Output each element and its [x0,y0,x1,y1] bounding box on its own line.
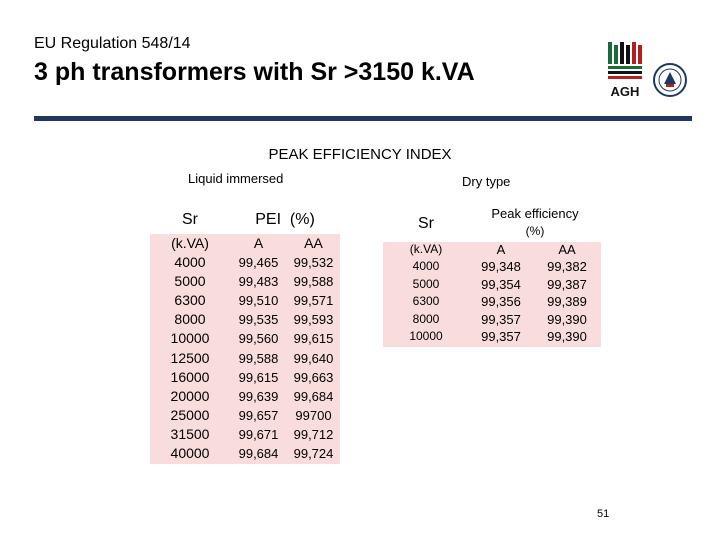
table-cell-a: 99,657 [238,407,279,423]
table-cell-aa: 99,390 [547,329,587,344]
table-cell-a: 99,465 [238,255,279,270]
table-cell-sr: 31500 [170,425,210,442]
dry-sub-a: A [496,242,506,257]
liquid-caption: Liquid immersed [188,171,284,186]
table-cell-aa: 99,532 [293,255,334,270]
table-cell-aa: 99,387 [547,276,587,292]
slide-subtitle: EU Regulation 548/14 [34,35,191,52]
table-cell-sr: 25000 [170,406,210,423]
table-cell-sr: 4000 [412,259,440,273]
slide-title: 3 ph transformers with Sr >3150 k.VA [34,58,475,86]
title-rule [34,116,692,121]
table-cell-a: 99,588 [238,350,279,366]
table-cell-a: 99,348 [481,259,521,274]
table-cell-a: 99,615 [238,369,279,385]
table-cell-a: 99,357 [481,329,521,344]
table-cell-a: 99,560 [238,331,279,347]
table-cell-a: 99,510 [238,293,279,309]
table-cell-a: 99,535 [238,312,279,328]
liquid-header-sr: Sr [182,211,198,228]
table-cell-aa: 99,571 [293,293,334,309]
agh-logo-icon [608,42,642,99]
table-cell-aa: 99,382 [547,259,587,274]
table-cell-aa: 99,390 [547,311,587,327]
table-cell-sr: 20000 [170,387,210,404]
table-cell-aa: 99,389 [547,294,587,309]
seal-icon [654,64,686,96]
liquid-header-pei: PEI (%) [255,211,315,228]
dry-header-pe: Peak efficiency [491,206,579,221]
liquid-sub-a: A [253,235,264,251]
table-cell-aa: 99,593 [293,312,334,328]
logo-text: AGH [610,84,640,99]
table-cell-sr: 4000 [174,254,206,270]
dry-header-sr: Sr [418,215,434,232]
university-logos [604,40,690,106]
liquid-table [150,204,340,464]
table-cell-a: 99,671 [238,426,279,442]
section-title: PEAK EFFICIENCY INDEX [268,146,452,163]
table-cell-aa: 99,684 [293,388,334,404]
table-cell-sr: 16000 [170,368,210,385]
table-cell-a: 99,483 [238,274,279,290]
liquid-sub-aa: AA [304,235,323,251]
table-cell-sr: 8000 [174,311,206,328]
table-cell-a: 99,354 [481,276,521,292]
table-cell-aa: 99,724 [293,446,334,461]
dry-caption: Dry type [462,174,511,189]
table-cell-aa: 99,588 [293,274,334,290]
dry-header-pe-unit: (%) [525,224,545,238]
table-cell-sr: 8000 [412,311,440,326]
table-cell-sr: 5000 [412,276,440,291]
table-cell-a: 99,684 [238,446,279,461]
table-cell-sr: 6300 [174,292,206,309]
table-cell-aa: 99700 [295,407,332,423]
table-cell-a: 99,639 [238,388,279,404]
table-cell-sr: 12500 [170,349,210,366]
page-number: 51 [597,508,610,520]
table-cell-aa: 99,640 [293,350,334,366]
table-cell-a: 99,356 [481,294,521,309]
table-cell-sr: 5000 [174,273,206,290]
table-cell-sr: 40000 [170,445,210,461]
table-cell-a: 99,357 [481,311,521,327]
table-cell-sr: 10000 [170,330,210,347]
table-cell-aa: 99,615 [293,331,334,347]
liquid-unit: (k.VA) [171,235,209,251]
dry-unit: (k.VA) [409,242,443,256]
table-cell-sr: 6300 [412,294,440,308]
dry-table [383,205,601,347]
table-cell-aa: 99,712 [293,426,334,442]
table-cell-aa: 99,663 [293,369,334,385]
dry-sub-aa: AA [558,242,576,257]
table-cell-sr: 10000 [409,329,443,343]
